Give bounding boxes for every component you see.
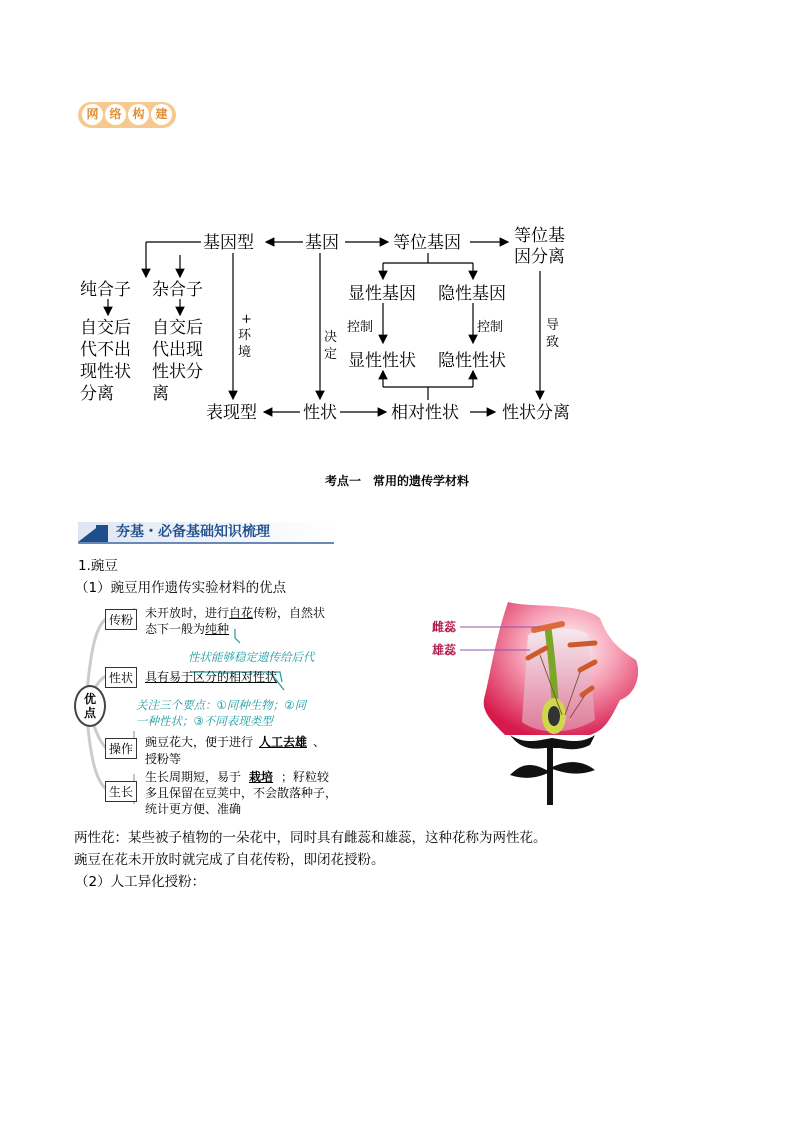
branch-label-operation: 操作 [105, 738, 137, 759]
label-pistil: 雌蕊 [432, 620, 457, 634]
node-heterozygote: 杂合子 [152, 280, 203, 300]
homo-desc-line: 现性状 [80, 362, 131, 382]
node-homozygote: 纯合子 [80, 280, 131, 300]
branch-text-pollination: 未开放时，进行自花传粉，自然状 [145, 606, 326, 620]
section-title: 考点一 常用的遗传学材料 [324, 474, 469, 488]
branch-label-trait: 性状 [105, 667, 137, 688]
badge-char: 络 [105, 104, 126, 125]
env-label: 环 [238, 328, 252, 343]
node-recessive-trait: 隐性性状 [438, 351, 506, 371]
node-allele: 等位基因 [393, 233, 461, 253]
node-trait-separation: 性状分离 [502, 403, 570, 423]
mindmap-center [74, 685, 106, 727]
hetero-desc-line: 性状分 [152, 362, 203, 382]
node-phenotype: 表现型 [206, 403, 257, 423]
decide-label: 决 [324, 330, 338, 345]
control-label-right: 控制 [477, 320, 504, 335]
item-subheading: （1）豌豆用作遗传实验材料的优点 [75, 580, 287, 596]
center-char: 优 [83, 692, 96, 706]
genetics-concept-diagram [70, 215, 590, 430]
badge-char: 网 [82, 104, 103, 125]
node-recessive-gene: 隐性基因 [438, 284, 506, 304]
section-banner [78, 522, 334, 544]
section-badge [78, 100, 176, 130]
badge-char: 建 [151, 104, 172, 125]
pure-line: 纯种 [205, 622, 230, 636]
paragraph-self-pollination: 豌豆在花未开放时就完成了自花传粉，即闭花授粉。 [74, 852, 385, 868]
decide-label: 定 [324, 347, 338, 362]
homo-desc-line: 代不出 [80, 340, 131, 360]
paragraph-bisexual-flower: 两性花：某些被子植物的一朵花中，同时具有雌蕊和雄蕊，这种花称为两性花。 [74, 830, 547, 846]
branch-label-pollination: 传粉 [105, 609, 137, 630]
node-gene: 基因 [305, 233, 339, 253]
node-allele-separation-1: 等位基 [514, 226, 565, 246]
branch-text-operation-2: 授粉等 [145, 752, 182, 766]
lead-label: 导 [546, 318, 560, 333]
node-trait: 性状 [303, 403, 337, 423]
note-stable-inheritance: 性状能够稳定遗传给后代 [188, 650, 315, 664]
center-char: 点 [83, 706, 96, 720]
hetero-desc-line: 离 [152, 384, 169, 404]
branch-text-growth: 生长周期短，易于 栽培 ；籽粒较 [145, 770, 330, 784]
note-three-points-1: 关注三个要点：①同种生物；②同 [136, 698, 307, 712]
branch-text-growth-3: 统计更方便、准确 [145, 802, 242, 816]
node-relative-trait: 相对性状 [391, 403, 459, 423]
lead-label: 致 [546, 335, 560, 350]
branch-text-operation: 豌豆花大，便于进行 人工去雄 、 [145, 735, 326, 749]
homo-desc-line: 自交后 [80, 318, 131, 338]
note-three-points-2: 一种性状；③不同表现类型 [136, 714, 273, 728]
branch-text-growth-2: 多且保留在豆荚中，不会散落种子， [145, 786, 338, 800]
env-label: 境 [238, 345, 252, 360]
paragraph-cross-pollination: （2）人工异化授粉： [75, 874, 206, 890]
node-genotype: 基因型 [203, 233, 254, 253]
node-allele-separation-2: 因分离 [514, 247, 565, 267]
banner-text: 夯基・必备基础知识梳理 [116, 524, 270, 540]
blank-answer: 栽培 [249, 770, 274, 784]
blank-answer: 自花 [229, 606, 254, 620]
node-dominant-gene: 显性基因 [348, 284, 416, 304]
branch-text-trait: 具有易于区分的相对性状 [145, 670, 278, 684]
env-plus: + [241, 312, 252, 327]
item-heading: 1.豌豆 [78, 558, 118, 574]
label-stamen: 雄蕊 [432, 643, 457, 657]
hetero-desc-line: 自交后 [152, 318, 203, 338]
hetero-desc-line: 代出现 [152, 340, 203, 360]
branch-text-pollination-2: 态下一般为纯种 [145, 622, 230, 636]
flower-illustration [430, 600, 645, 810]
branch-label-growth: 生长 [105, 781, 137, 802]
blank-answer: 人工去雄 [259, 735, 308, 749]
badge-char: 构 [128, 104, 149, 125]
homo-desc-line: 分离 [80, 384, 114, 404]
control-label-left: 控制 [347, 320, 374, 335]
node-dominant-trait: 显性性状 [348, 351, 416, 371]
